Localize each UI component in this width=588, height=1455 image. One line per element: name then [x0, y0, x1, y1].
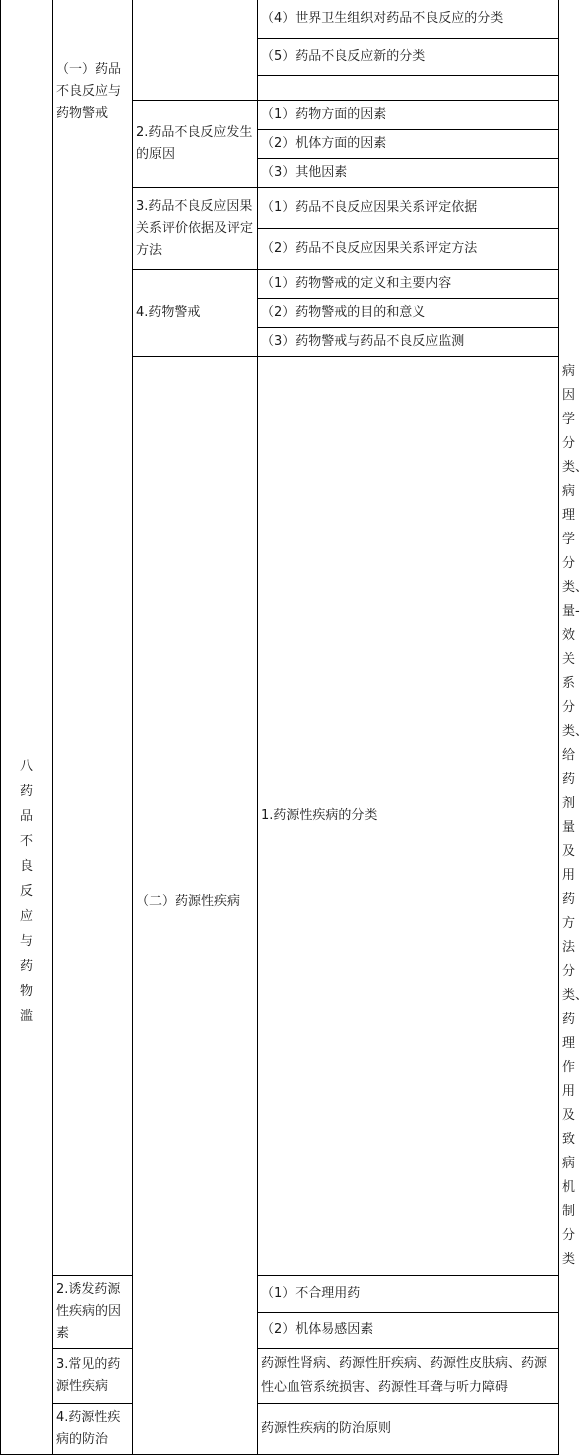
- section-char: 反: [19, 884, 33, 899]
- unit-title: （二）药源性疾病: [133, 357, 258, 1455]
- section-title-cell: [1, 0, 53, 1455]
- topic-item: [258, 76, 559, 101]
- topic-title: 2.诱发药源性疾病的因素: [53, 1276, 133, 1349]
- topic-title: 3.常见的药源性疾病: [53, 1349, 133, 1404]
- topic-title: [133, 0, 258, 101]
- topic-item: （3）其他因素: [258, 159, 559, 188]
- section-char: 应: [19, 909, 33, 924]
- topic-item: （2）药品不良反应因果关系评定方法: [258, 229, 559, 270]
- section-char: 药: [19, 959, 33, 974]
- topic-item: 药源性疾病的防治原则: [258, 1404, 559, 1455]
- syllabus-table: 八 药 品 不 良 反 应 与 药 物 滥 （一）药品不良反应与药物警戒 （4）世界卫生组织对药品不良反应的分类 （5）药品不良反应新的分类 2.药品不良反应发生的原因 （1）药物方面的因素 （2）机体方面的因素 （3）其他因素 3.药品不良反应因果关系评价依据及评定方法 （1）药品不良反应因果关系评定依据 （2）药品不良反应因果关系评定方法 4.药物警戒 （1）药物警戒的定义和主要内容 （2）药物警戒的目的和意义 （3）药物警戒与药品不良反应监测 （二）药源性疾病 1.药源性疾病的分类 病因学分类、病理学分类、量-效关系分类、给药剂量及用药方法分类、药理作用及致病机制分类 2.诱发药源性疾病的因素 （1）不合理用药 （2）机体易感因素 3.常见的药源性疾病 药源性肾病、药源性肝疾病、药源性皮肤病、药源性心血管系统损害、药源性耳聋与听力障碍 4.药源性疾病的防治 药源性疾病的防治原则: [0, 0, 559, 1455]
- section-char: 与: [19, 934, 33, 949]
- topic-item: （1）药物方面的因素: [258, 101, 559, 130]
- topic-item: （2）药物警戒的目的和意义: [258, 299, 559, 328]
- topic-item: （1）药品不良反应因果关系评定依据: [258, 188, 559, 229]
- topic-item: （3）药物警戒与药品不良反应监测: [258, 328, 559, 357]
- section-char: 八: [19, 759, 33, 774]
- section-char: 物: [19, 984, 33, 999]
- topic-item: （1）不合理用药: [258, 1276, 559, 1313]
- section-char: 药: [19, 784, 33, 799]
- topic-item: （4）世界卫生组织对药品不良反应的分类: [258, 0, 559, 39]
- topic-title: 1.药源性疾病的分类: [258, 357, 559, 1276]
- section-title: [20, 754, 34, 1029]
- topic-item: （1）药物警戒的定义和主要内容: [258, 270, 559, 299]
- topic-title: 2.药品不良反应发生的原因: [133, 101, 258, 188]
- section-char: 良: [19, 859, 33, 874]
- section-char: 滥: [19, 1009, 33, 1024]
- topic-title: 3.药品不良反应因果关系评价依据及评定方法: [133, 188, 258, 270]
- topic-item: （2）机体方面的因素: [258, 130, 559, 159]
- topic-title: 4.药源性疾病的防治: [53, 1404, 133, 1455]
- section-char: 不: [19, 834, 33, 849]
- section-char: 品: [19, 809, 33, 824]
- topic-item: 药源性肾病、药源性肝疾病、药源性皮肤病、药源性心血管系统损害、药源性耳聋与听力障碍: [258, 1349, 559, 1404]
- unit-title: （一）药品不良反应与药物警戒: [53, 0, 133, 1276]
- topic-item: （2）机体易感因素: [258, 1312, 559, 1349]
- topic-title: 4.药物警戒: [133, 270, 258, 357]
- topic-item: （5）药品不良反应新的分类: [258, 39, 559, 76]
